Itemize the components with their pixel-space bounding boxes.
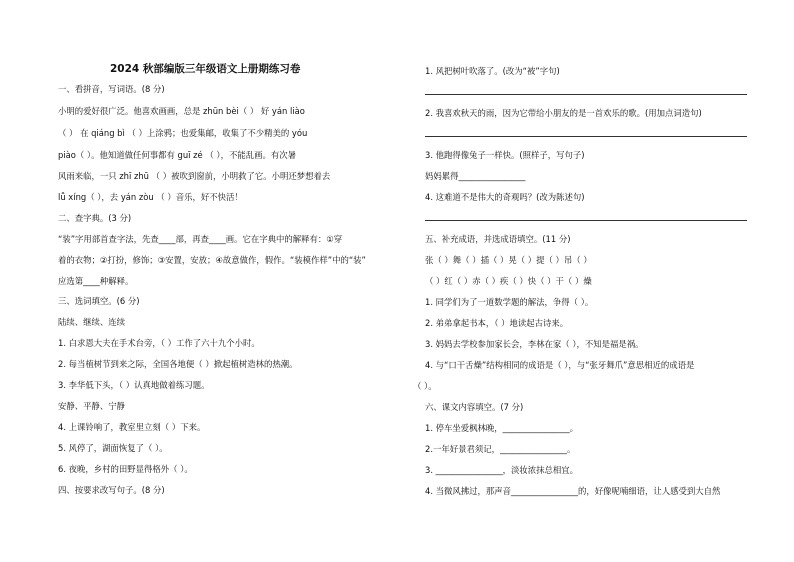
section-5-heading: 五、补充成语，并选成语填空。(11 分) xyxy=(425,234,571,244)
section-3-question-6: 6. 夜晚，乡村的田野显得格外（ ）。 xyxy=(58,464,193,474)
section-3-question-5: 5. 风停了，湖面恢复了（ ）。 xyxy=(58,443,168,453)
section-1-line-4: 风雨来临，一只 zhī zhū （ ）被吹到窗前，小明救了它。小明还梦想着去 xyxy=(58,171,331,181)
page-title: 2024 秋部编版三年级语文上册期练习卷 xyxy=(110,63,301,75)
section-3-wordset-1: 陆续、继续、连续 xyxy=(58,317,125,327)
section-1-line-5: lǚ xíng（ ），去 yán zòu （ ）音乐，好不快活！ xyxy=(58,192,243,202)
idiom-row-2: （ ）红（ ）赤（ ）疾（ ）快（ ）干（ ）燥 xyxy=(425,276,592,286)
idiom-question-2: 2. 弟弟拿起书本，（ ）地读起古诗来。 xyxy=(425,318,569,328)
recite-question-3: 3. ________________，淡妆浓抹总相宜。 xyxy=(425,465,579,475)
section-3-question-3: 3. 李华低下头，（ ）认真地做着练习题。 xyxy=(58,380,210,390)
section-6-heading: 六、课文内容填空。(7 分) xyxy=(425,402,524,412)
section-3-question-4: 4. 上课铃响了，教室里立刻（ ）下来。 xyxy=(58,422,206,432)
idiom-question-3: 3. 妈妈去学校参加家长会，李林在家（ ），不知是福是祸。 xyxy=(425,339,644,349)
section-3-heading: 三、选词填空。(6 分) xyxy=(58,296,140,306)
section-3-wordset-2: 安静、平静、宁静 xyxy=(58,401,125,411)
rewrite-question-3: 3. 他跑得像兔子一样快。(照样子，写句子) xyxy=(425,150,585,160)
idiom-question-4-cont: （ ）。 xyxy=(413,381,437,391)
section-1-line-1: 小明的爱好很广泛。他喜欢画画，总是 zhūn bèi（ ） 好 yán liào xyxy=(58,106,305,116)
answer-line-4 xyxy=(425,220,747,221)
recite-question-1: 1. 停车坐爱枫林晚，________________。 xyxy=(425,423,579,433)
section-3-question-2: 2. 每当植树节到来之际，全国各地便（ ）掀起植树造林的热潮。 xyxy=(58,359,298,369)
section-2-line-3: 应选第____种解释。 xyxy=(58,276,134,286)
recite-question-4: 4. 当微风拂过，那声音________________的，好像呢喃细语，让人感受到大自然 xyxy=(425,486,721,496)
section-3-question-1: 1. 白求恩大夫在手术台旁，（ ）工作了六十九个小时。 xyxy=(58,338,260,348)
section-2-line-2: 着的衣物；②打扮，修饰；③安置，安放；④故意做作，假作。“装模作样”中的“装” xyxy=(58,255,366,265)
idiom-row-1: 张（ ）舞（ ）插（ ）晃（ ）提（ ）吊（ ） xyxy=(425,255,592,265)
section-2-heading: 二、查字典。(3 分) xyxy=(58,213,132,223)
rewrite-question-2: 2. 我喜欢秋天的雨，因为它带给小朋友的是一首欢乐的歌。(用加点词造句) xyxy=(425,108,702,118)
idiom-question-1: 1. 同学们为了一道数学题的解法，争得（ ）。 xyxy=(425,297,594,307)
section-4-heading: 四、按要求改写句子。(8 分) xyxy=(58,485,165,495)
section-1-line-2: （ ） 在 qiáng bì （ ）上涂鸦；也爱集邮，收集了不少精美的 yóu xyxy=(58,128,308,138)
recite-question-2: 2.一年好景君须记，________________。 xyxy=(425,444,576,454)
answer-line-2 xyxy=(425,136,747,137)
section-1-heading: 一、看拼音，写词语。(8 分) xyxy=(58,84,165,94)
idiom-question-4: 4. 与“口干舌燥”结构相同的成语是（ ），与“张牙舞爪”意思相近的成语是 xyxy=(425,360,695,370)
rewrite-question-1: 1. 风把树叶吹落了。(改为“被”字句) xyxy=(425,66,560,76)
section-1-line-3: piào（ ）。他知道做任何事都有 guī zé （ ），不能乱画。有次暑 xyxy=(58,150,296,160)
rewrite-question-4: 4. 这难道不是伟大的奇观吗？(改为陈述句) xyxy=(425,192,585,202)
section-2-line-1: “装”字用部首查字法，先查____部，再查____画。它在字典中的解释有：①穿 xyxy=(58,234,343,244)
rewrite-question-3-prompt: 妈妈累得________________ xyxy=(425,171,526,181)
answer-line-1 xyxy=(425,94,747,95)
